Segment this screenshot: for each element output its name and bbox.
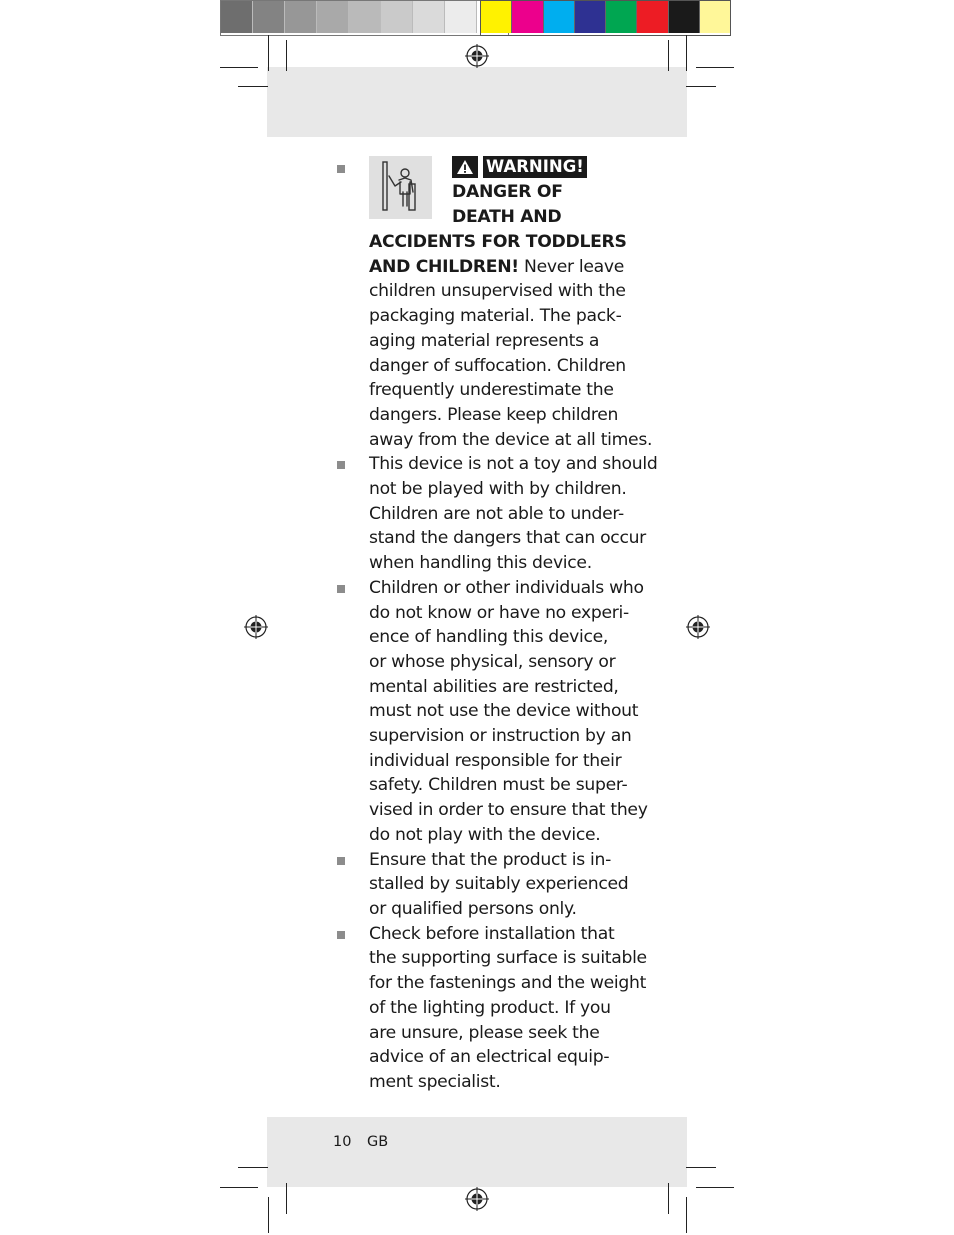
crop-mark	[696, 67, 734, 68]
color-swatch	[669, 1, 700, 33]
crop-mark	[686, 1167, 716, 1168]
registration-mark-icon	[686, 615, 710, 639]
crop-mark	[668, 1183, 669, 1214]
text-line: vised in order to ensure that they	[369, 800, 648, 821]
color-swatch	[349, 1, 381, 33]
warning-text-line: packaging material. The pack-	[369, 306, 622, 327]
color-swatch	[285, 1, 317, 33]
text-line: the supporting surface is suitable	[369, 948, 647, 969]
text-line: This device is not a toy and should	[369, 454, 658, 475]
footer-band	[267, 1117, 687, 1187]
color-swatch	[637, 1, 668, 33]
crop-mark	[220, 1187, 258, 1188]
crop-mark	[238, 1167, 268, 1168]
header-band	[267, 67, 687, 137]
warning-text-line: away from the device at all times.	[369, 429, 653, 450]
color-calibration-bar	[480, 0, 731, 36]
color-swatch	[253, 1, 285, 33]
color-swatch	[606, 1, 637, 33]
color-swatch	[512, 1, 543, 33]
text-line: safety. Children must be super-	[369, 775, 628, 796]
crop-mark	[286, 40, 287, 71]
color-swatch	[413, 1, 445, 33]
text-line: not be played with by children.	[369, 479, 627, 500]
color-swatch	[700, 1, 730, 33]
warning-text-line: children unsupervised with the	[369, 281, 626, 302]
text-line: individual responsible for their	[369, 750, 622, 771]
text-line: advice of an electrical equip-	[369, 1047, 610, 1068]
bullet-square-icon	[337, 857, 345, 865]
color-swatch	[575, 1, 606, 33]
text-line: Check before installation that	[369, 923, 615, 944]
text-line: Children are not able to under-	[369, 503, 624, 524]
bullet-square-icon	[337, 585, 345, 593]
warning-text-line: dangers. Please keep children	[369, 404, 619, 425]
warning-triangle-icon	[452, 156, 478, 178]
list-item	[337, 156, 653, 452]
child-safety-pictogram-icon	[369, 156, 432, 219]
warning-text-line: frequently underestimate the	[369, 380, 614, 401]
color-swatch	[381, 1, 413, 33]
registration-mark-icon	[465, 44, 489, 68]
crop-mark	[686, 86, 716, 87]
safety-instructions	[337, 156, 658, 1095]
warning-heading	[452, 156, 587, 229]
text-line: ment specialist.	[369, 1071, 501, 1092]
text-line: when handling this device.	[369, 553, 592, 574]
warning-text-line: aging material represents a	[369, 330, 600, 351]
color-swatch	[445, 1, 477, 33]
crop-mark	[668, 40, 669, 71]
page-number: 10	[333, 1134, 352, 1150]
crop-mark	[696, 1187, 734, 1188]
warning-heading-line: DANGER OF	[452, 182, 563, 202]
crop-mark	[686, 1197, 687, 1233]
text-line: for the fastenings and the weight	[369, 973, 647, 994]
bullet-square-icon	[337, 931, 345, 939]
text-line: or qualified persons only.	[369, 898, 577, 919]
warning-heading-line: AND CHILDREN!	[369, 256, 519, 277]
color-swatch	[481, 1, 512, 33]
crop-mark	[286, 1183, 287, 1214]
color-swatch	[544, 1, 575, 33]
registration-mark-icon	[465, 1187, 489, 1211]
text-line: supervision or instruction by an	[369, 726, 632, 747]
color-swatch	[317, 1, 349, 33]
warning-heading-line: ACCIDENTS FOR TODDLERS	[369, 232, 627, 252]
crop-mark	[268, 1197, 269, 1233]
warning-tag	[452, 156, 587, 178]
text-line: must not use the device without	[369, 701, 639, 722]
text-line: mental abilities are restricted,	[369, 676, 619, 697]
text-line: Ensure that the product is in-	[369, 849, 611, 870]
list-item	[337, 922, 647, 1095]
crop-mark	[268, 35, 269, 71]
warning-text-line	[369, 255, 637, 280]
text-line: are unsure, please seek the	[369, 1022, 600, 1043]
warning-text-line	[369, 230, 637, 255]
warning-text-line: danger of suffocation. Children	[369, 355, 626, 376]
grayscale-calibration-bar	[220, 0, 509, 36]
bullet-square-icon	[337, 461, 345, 469]
list-item	[337, 452, 658, 576]
text-line: do not play with the device.	[369, 824, 601, 845]
crop-mark	[238, 86, 268, 87]
text-line: or whose physical, sensory or	[369, 651, 616, 672]
crop-mark	[686, 35, 687, 71]
text-line: stand the dangers that can occur	[369, 528, 646, 549]
warning-label: WARNING!	[483, 156, 587, 178]
crop-mark	[220, 67, 258, 68]
list-item	[337, 576, 648, 848]
language-code: GB	[367, 1134, 389, 1150]
text-line: of the lighting product. If you	[369, 997, 611, 1018]
registration-mark-icon	[244, 615, 268, 639]
list-item	[337, 848, 637, 922]
bullet-square-icon	[337, 165, 345, 173]
warning-text: Never leave	[518, 256, 625, 277]
warning-heading-line: DEATH AND	[452, 206, 562, 227]
text-line: ence of handling this device,	[369, 627, 609, 648]
text-line: stalled by suitably experienced	[369, 874, 629, 895]
warning-header	[369, 156, 637, 230]
text-line: Children or other individuals who	[369, 577, 644, 598]
text-line: do not know or have no experi-	[369, 602, 629, 623]
color-swatch	[221, 1, 253, 33]
